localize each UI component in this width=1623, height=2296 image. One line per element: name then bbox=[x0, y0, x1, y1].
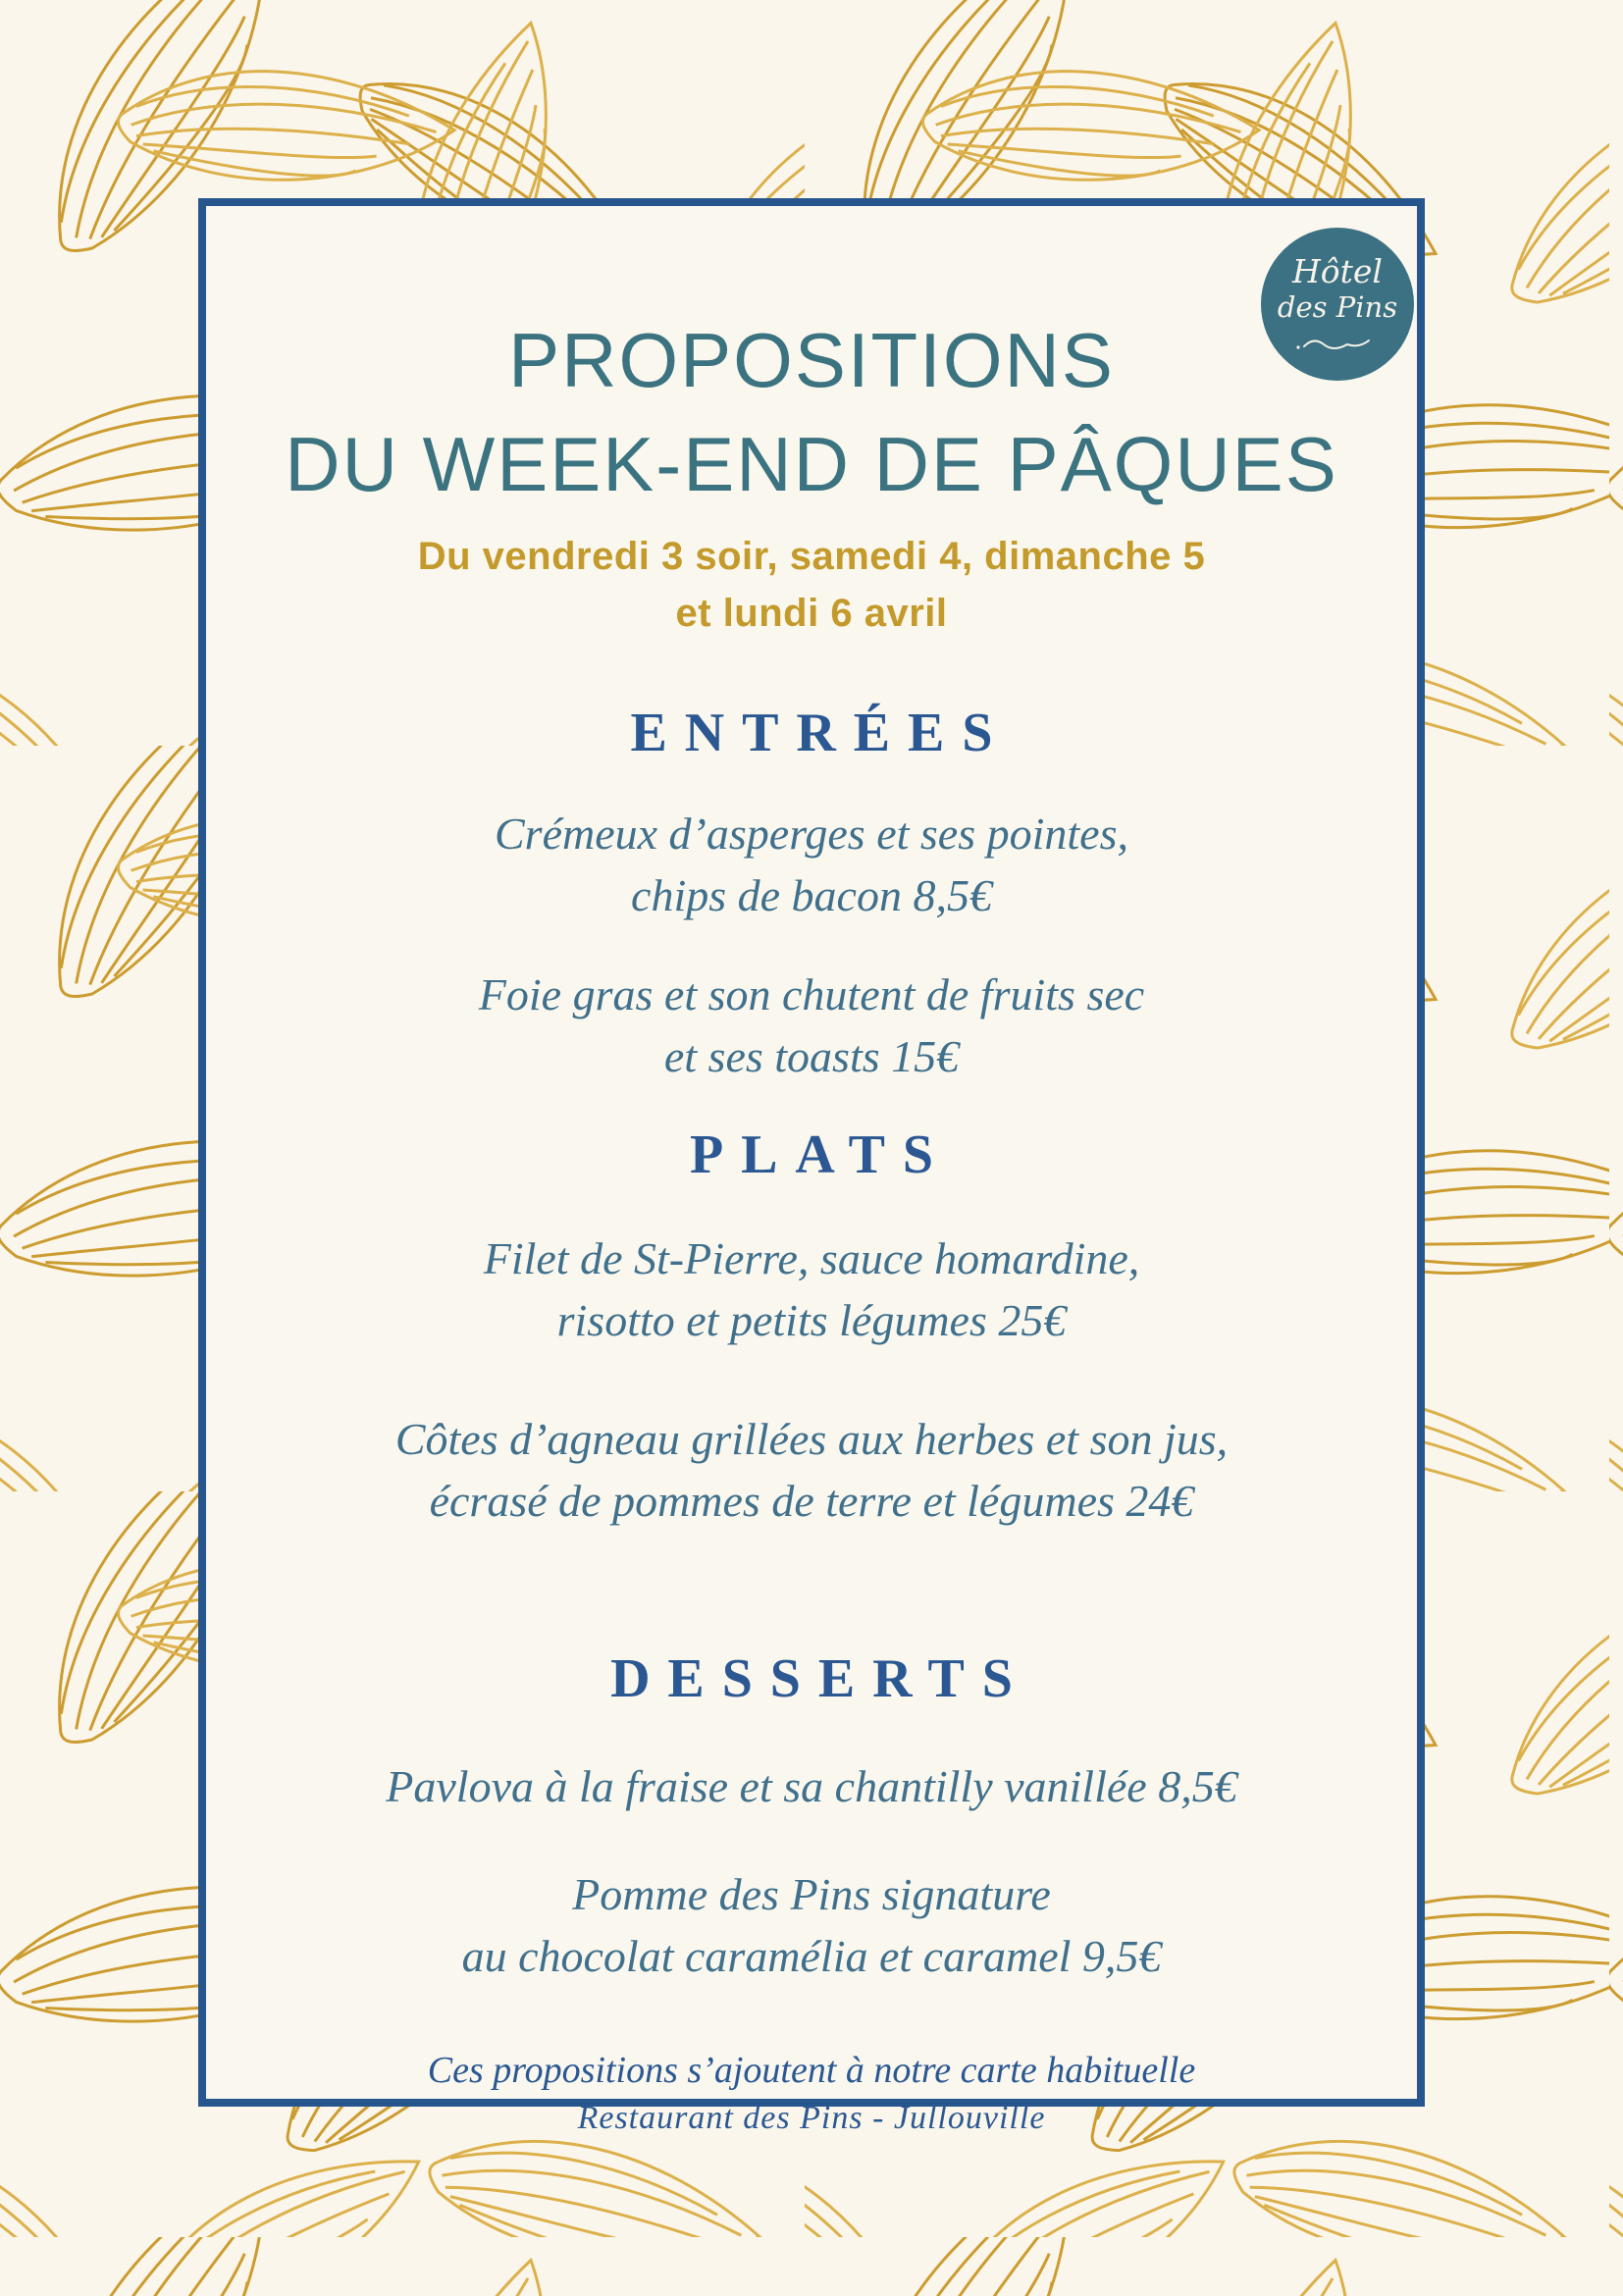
page-title-line2: DU WEEK-END DE PÂQUES bbox=[285, 421, 1338, 508]
section-heading-plats: PLATS bbox=[689, 1124, 951, 1186]
logo-text-line2: des Pins bbox=[1277, 289, 1398, 324]
date-subtitle bbox=[206, 528, 1417, 642]
menu-item-line: et ses toasts 15€ bbox=[663, 1030, 960, 1081]
menu-item-line: Foie gras et son chutent de fruits sec bbox=[478, 969, 1145, 1019]
menu-item-line: Pavlova à la fraise et sa chantilly vanillée 8,5€ bbox=[386, 1761, 1237, 1811]
page-title bbox=[206, 308, 1417, 516]
menu-item-pavlova bbox=[206, 1756, 1417, 1818]
menu-item-line: Crémeux d’asperges et ses pointes, bbox=[495, 809, 1128, 859]
menu-item-foie-gras bbox=[206, 965, 1417, 1087]
page-title-line1: PROPOSITIONS bbox=[508, 317, 1115, 404]
date-subtitle-line1: Du vendredi 3 soir, samedi 4, dimanche 5 bbox=[417, 535, 1206, 578]
menu-item-line: risotto et petits légumes 25€ bbox=[556, 1294, 1067, 1345]
menu-item-filet-st-pierre bbox=[206, 1228, 1417, 1351]
menu-item-line: écrasé de pommes de terre et légumes 24€ bbox=[429, 1475, 1194, 1526]
menu-item-line: Filet de St-Pierre, sauce homardine, bbox=[483, 1233, 1140, 1283]
menu-card bbox=[198, 198, 1425, 2137]
date-subtitle-line2: et lundi 6 avril bbox=[675, 592, 948, 635]
menu-item-pomme-des-pins bbox=[206, 1864, 1417, 1987]
menu-item-line: Pomme des Pins signature bbox=[572, 1869, 1051, 1919]
section-heading-entrees: ENTRÉES bbox=[630, 703, 1011, 764]
logo-text-line1: Hôtel bbox=[1292, 252, 1383, 291]
menu-item-line: Côtes d’agneau grillées aux herbes et son jus, bbox=[394, 1414, 1229, 1464]
footer-note-line: Ces propositions s’ajoutent à notre carte habituelle bbox=[427, 2050, 1196, 2091]
section-heading-desserts: DESSERTS bbox=[610, 1648, 1030, 1710]
menu-item-cotes-agneau bbox=[206, 1409, 1417, 1532]
menu-item-line: au chocolat caramélia et caramel 9,5€ bbox=[461, 1930, 1162, 1981]
menu-item-line: chips de bacon 8,5€ bbox=[631, 869, 992, 920]
footer-note bbox=[206, 2045, 1417, 2142]
restaurant-name: Restaurant des Pins - Jullouville bbox=[577, 2100, 1046, 2137]
menu-item-cremeux bbox=[206, 804, 1417, 926]
